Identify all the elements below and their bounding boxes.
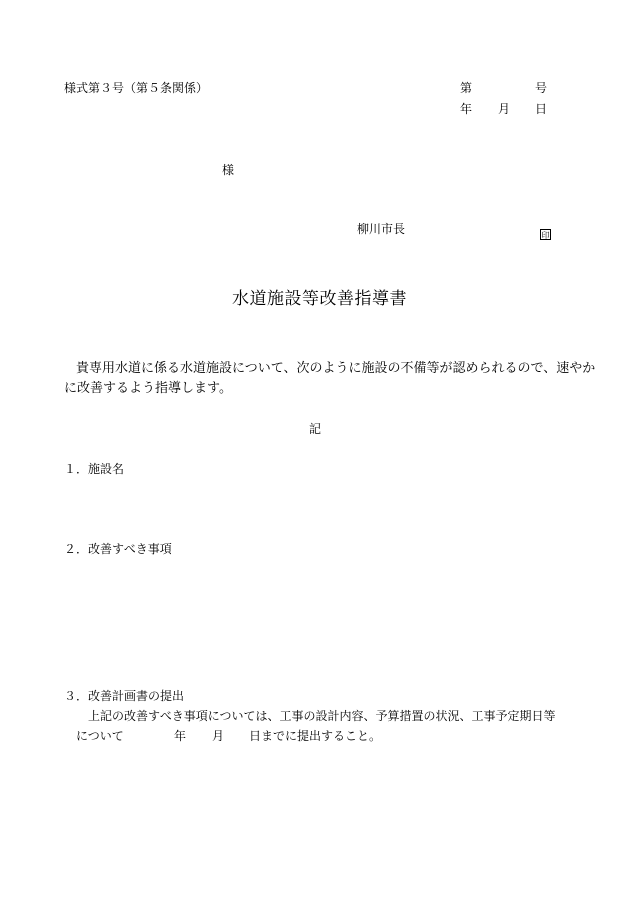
issuer-name: 柳川市長 <box>357 222 406 236</box>
item1-heading: １．施設名 <box>64 462 125 476</box>
recipient-honorific: 様 <box>222 163 235 177</box>
item3-line-2-prefix: について <box>76 729 124 743</box>
date-month-label: 月 <box>498 102 511 116</box>
seal-icon <box>540 223 551 242</box>
body-line-2: に改善するよう指導します。 <box>64 381 232 396</box>
date-day-label: 日 <box>535 102 548 116</box>
ki-mark: 記 <box>309 422 322 436</box>
form-label: 様式第３号（第５条関係） <box>64 81 209 95</box>
item3-heading: ３．改善計画書の提出 <box>64 689 185 703</box>
item3-line-2-suffix: 日までに提出すること。 <box>249 729 382 743</box>
item3-year-label: 年 <box>174 729 187 743</box>
doc-number-suffix: 号 <box>535 81 548 95</box>
item3-line-1: 上記の改善すべき事項については、工事の設計内容、予算措置の状況、工事予定期日等 <box>88 709 556 723</box>
document-title: 水道施設等改善指導書 <box>232 289 407 309</box>
doc-number-prefix: 第 <box>460 81 473 95</box>
item2-heading: ２．改善すべき事項 <box>64 542 172 556</box>
seal-mark: 印 <box>541 231 550 240</box>
date-year-label: 年 <box>460 102 473 116</box>
body-line-1: 貴専用水道に係る水道施設について、次のように施設の不備等が認められるので、速やか <box>76 361 596 376</box>
item3-month-label: 月 <box>212 729 225 743</box>
